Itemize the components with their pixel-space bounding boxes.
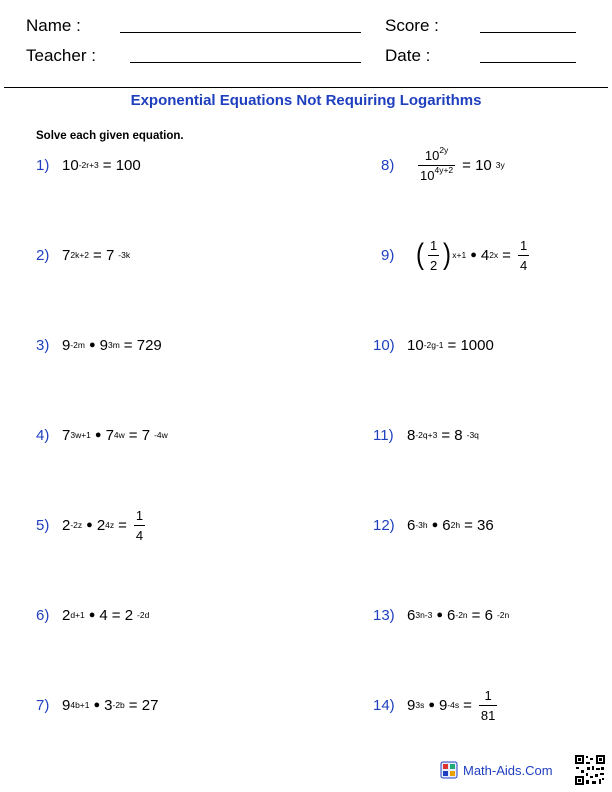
problem-12: 12) 6 -3h ● 6 2h = 36 <box>373 516 494 534</box>
multiply-dot: ● <box>436 609 444 621</box>
problem-8: 8) $\frac{10^{2y}}{10^{4y+2}}$ = 10 3y <box>381 144 505 183</box>
problem-1: 1) 10 -2r+3 = 100 <box>36 156 141 174</box>
fraction: $\frac{1}{4}$ <box>519 237 528 273</box>
date-line[interactable] <box>480 62 576 63</box>
problem-4: 4) 7 3w+1 ● 7 4w = 7 -4w <box>36 426 168 444</box>
score-line[interactable] <box>480 32 576 33</box>
parenthesized-fraction: ( $\frac{1}{2}$ ) <box>416 237 452 273</box>
date-label: Date : <box>385 46 431 65</box>
problem-11: 11) 8 -2q+3 = 8 -3q <box>373 426 479 444</box>
multiply-dot: ● <box>431 519 439 531</box>
multiply-dot: ● <box>86 519 93 531</box>
multiply-dot: ● <box>428 699 435 711</box>
multiply-dot: ● <box>93 699 101 711</box>
footer-brand[interactable] <box>440 761 553 779</box>
qr-code-icon <box>574 754 606 786</box>
problem-2: 2) 7 2k+2 = 7 -3k <box>36 246 131 264</box>
problem-3: 3) 9 -2m ● 9 3m = 729 <box>36 336 162 354</box>
problem-number: 1) <box>36 156 50 174</box>
multiply-dot: ● <box>88 339 96 351</box>
problem-number: 10) <box>373 336 395 354</box>
problem-number: 11) <box>373 426 394 444</box>
name-label: Name : <box>26 16 81 35</box>
problem-5: 5) 2 -2z ● 2 4z = $\frac{1}{4}$ <box>36 507 144 543</box>
problem-number: 8) <box>381 156 395 174</box>
multiply-dot: ● <box>94 429 102 441</box>
fraction: $\frac{1}{4}$ <box>135 507 144 543</box>
problem-6: 6) 2 d+1 ● 4 = 2 -2d <box>36 606 150 624</box>
teacher-label: Teacher : <box>26 46 96 65</box>
problem-13: 13) 6 3n-3 ● 6 -2n = 6 -2n <box>373 606 510 624</box>
problem-number: 4) <box>36 426 50 444</box>
problem-7: 7) 9 4b+1 ● 3 -2b = 27 <box>36 696 159 714</box>
instructions: Solve each given equation. <box>36 130 184 142</box>
problem-number: 5) <box>36 516 50 534</box>
problem-9: 9) ( $\frac{1}{2}$ ) x+1 ● 4 2x = $\frac{1}{4}$ <box>381 237 528 273</box>
multiply-dot: ● <box>470 249 477 261</box>
problem-number: 2) <box>36 246 50 264</box>
problem-number: 12) <box>373 516 395 534</box>
problem-number: 6) <box>36 606 50 624</box>
problem-10: 10) 10 -2g-1 = 1000 <box>373 336 494 354</box>
multiply-dot: ● <box>88 609 96 621</box>
score-label: Score : <box>385 16 439 35</box>
problem-number: 13) <box>373 606 395 624</box>
header-divider <box>4 87 608 88</box>
problem-number: 9) <box>381 246 395 264</box>
worksheet-title: Exponential Equations Not Requiring Logarithms <box>130 92 482 109</box>
teacher-line[interactable] <box>130 62 361 63</box>
brand-text: Math-Aids.Com <box>463 762 553 778</box>
problem-number: 3) <box>36 336 50 354</box>
problem-number: 14) <box>373 696 395 714</box>
calculator-icon <box>440 761 458 779</box>
problem-14: 14) 9 3s ● 9 -4s = $\frac{1}{81}$ <box>373 687 496 723</box>
problem-number: 7) <box>36 696 50 714</box>
fraction: $\frac{10^{2y}}{10^{4y+2}}$ <box>420 144 454 183</box>
fraction: $\frac{1}{81}$ <box>480 687 496 723</box>
name-line[interactable] <box>120 32 361 33</box>
